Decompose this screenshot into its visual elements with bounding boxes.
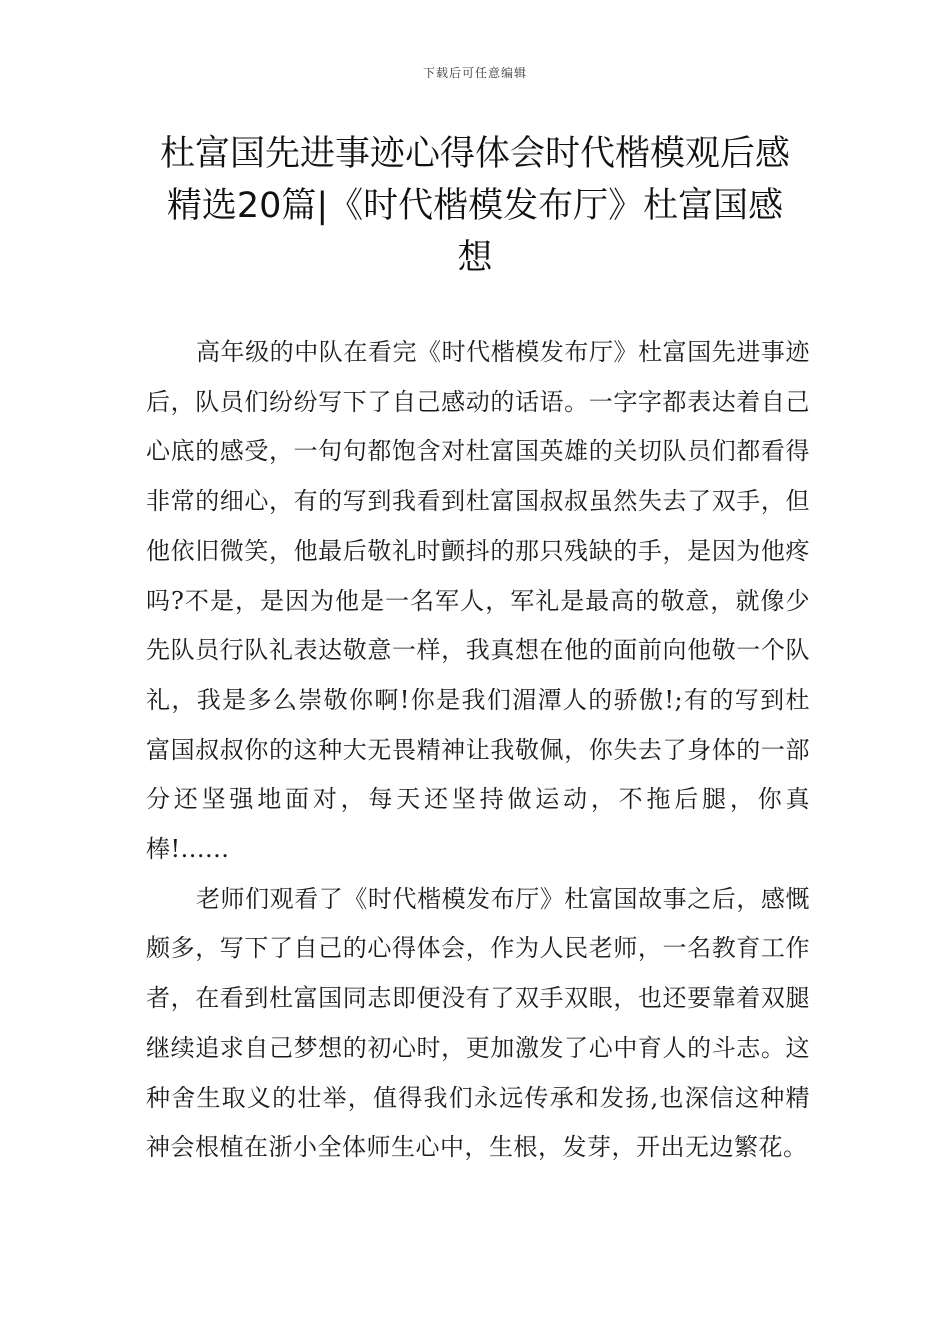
paragraph-2: 老师们观看了《时代楷模发布厅》杜富国故事之后，感慨颇多，写下了自己的心得体会，作为人民老师，一名教育工作者，在看到杜富国同志即便没有了双手双眼，也还要靠着双腿继续追求自己梦想的初心时，更加激发了心中育人的斗志。这种舍生取义的壮举，值得我们永远传承和发扬,也深信这种精神会根植在浙小全体师生心中，生根，发芽，开出无边繁花。 [146, 884, 810, 1162]
document-title: 杜富国先进事迹心得体会时代楷模观后感精选20篇|《时代楷模发布厅》杜富国感想 [159, 134, 790, 278]
paragraph-1: 高年级的中队在看完《时代楷模发布厅》杜富国先进事迹后，队员们纷纷写下了自己感动的话语。一字字都表达着自己心底的感受，一句句都饱含对杜富国英雄的关切队员们都看得非常的细心，有的写到我看到杜富国叔叔虽然失去了双手，但他依旧微笑，他最后敬礼时颤抖的那只残缺的手，是因为他疼吗?不是，是因为他是一名军人，军礼是最高的敬意，就像少先队员行队礼表达敬意一样，我真想在他的面前向他敬一个队礼，我是多么崇敬你啊!你是我们湄潭人的骄傲!;有的写到杜富国叔叔你的这种大无畏精神让我敬佩，你失去了身体的一部分还坚强地面对，每天还坚持做运动，不拖后腿，你真棒!...... [146, 338, 810, 864]
document-body [146, 328, 810, 1173]
header-note: 下载后可任意编辑 [422, 66, 527, 80]
